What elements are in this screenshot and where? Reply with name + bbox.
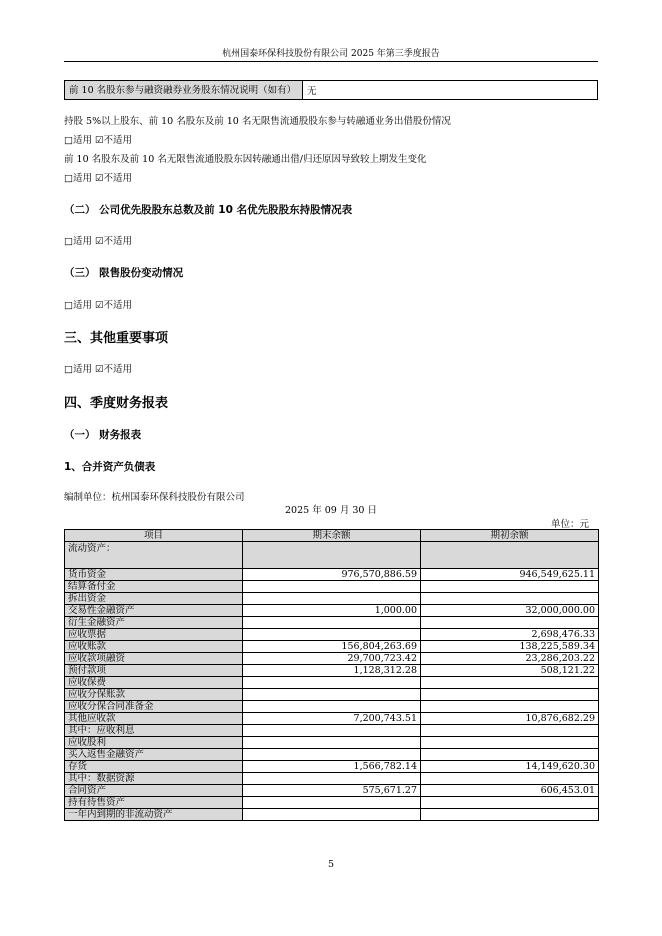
compiler-line: 编制单位：杭州国泰环保科技股份有限公司 xyxy=(64,492,245,503)
section-blank-end xyxy=(243,542,421,569)
restricted-shares-applicability: □适用 ☑不适用 xyxy=(64,300,133,311)
table-row xyxy=(65,725,599,737)
margin-trading-table xyxy=(64,80,598,100)
row-begin-balance: 32,000,000.00 xyxy=(421,605,599,617)
row-begin-balance xyxy=(421,689,599,701)
row-end-balance xyxy=(243,725,421,737)
row-end-balance xyxy=(243,701,421,713)
table-row xyxy=(65,761,599,773)
header-rule xyxy=(64,61,598,62)
table-row xyxy=(65,581,599,593)
row-end-balance xyxy=(243,737,421,749)
row-begin-balance: 508,121.22 xyxy=(421,665,599,677)
row-item: 应收账款 xyxy=(65,641,243,653)
row-begin-balance: 946,549,625.11 xyxy=(421,569,599,581)
row-begin-balance xyxy=(421,617,599,629)
section-blank-begin xyxy=(421,542,599,569)
row-item: 其他应收款 xyxy=(65,713,243,725)
unit-label: 单位：元 xyxy=(550,519,589,530)
table-row xyxy=(65,773,599,785)
row-item: 其中：应收利息 xyxy=(65,725,243,737)
other-matters-heading: 三、其他重要事项 xyxy=(64,331,169,346)
lending-applicability: □适用 ☑不适用 xyxy=(64,135,133,146)
row-begin-balance xyxy=(421,797,599,809)
row-begin-balance: 10,876,682.29 xyxy=(421,713,599,725)
margin-trading-question: 前 10 名股东参与融资融券业务股东情况说明（如有） xyxy=(65,81,303,100)
row-item: 一年内到期的非流动资产 xyxy=(65,809,243,821)
row-end-balance xyxy=(243,749,421,761)
preferred-shares-applicability: □适用 ☑不适用 xyxy=(64,236,133,247)
row-item: 应收票据 xyxy=(65,629,243,641)
row-end-balance xyxy=(243,773,421,785)
row-end-balance: 29,700,723.42 xyxy=(243,653,421,665)
row-end-balance xyxy=(243,797,421,809)
table-row xyxy=(65,629,599,641)
table-row xyxy=(65,653,599,665)
row-item: 买入返售金融资产 xyxy=(65,749,243,761)
report-date: 2025 年 09 月 30 日 xyxy=(285,505,377,516)
row-item: 应收分保合同准备金 xyxy=(65,701,243,713)
row-begin-balance xyxy=(421,809,599,821)
header-begin-balance: 期初余额 xyxy=(421,530,599,542)
table-row xyxy=(65,785,599,797)
table-row xyxy=(65,797,599,809)
table-row xyxy=(65,713,599,725)
row-end-balance xyxy=(243,629,421,641)
row-item: 预付款项 xyxy=(65,665,243,677)
row-item: 应收款项融资 xyxy=(65,653,243,665)
row-begin-balance xyxy=(421,701,599,713)
row-item: 拆出资金 xyxy=(65,593,243,605)
row-end-balance xyxy=(243,689,421,701)
row-item: 应收分保账款 xyxy=(65,689,243,701)
table-row xyxy=(65,677,599,689)
row-item: 其中：数据资源 xyxy=(65,773,243,785)
row-end-balance: 156,804,263.69 xyxy=(243,641,421,653)
row-begin-balance: 606,453.01 xyxy=(421,785,599,797)
table-row xyxy=(65,605,599,617)
row-begin-balance xyxy=(421,593,599,605)
row-end-balance: 1,000.00 xyxy=(243,605,421,617)
table-row xyxy=(65,617,599,629)
lending-paragraph: 持股 5%以上股东、前 10 名股东及前 10 名无限售流通股股东参与转融通业务出借股份情况 xyxy=(64,116,451,127)
row-end-balance: 575,671.27 xyxy=(243,785,421,797)
change-applicability: □适用 ☑不适用 xyxy=(64,173,133,184)
row-begin-balance xyxy=(421,737,599,749)
row-begin-balance: 14,149,620.30 xyxy=(421,761,599,773)
row-item: 持有待售资产 xyxy=(65,797,243,809)
table-row xyxy=(65,593,599,605)
balance-sheet-heading: 1、合并资产负债表 xyxy=(64,461,156,473)
section-row xyxy=(65,542,599,569)
row-item: 衍生金融资产 xyxy=(65,617,243,629)
row-end-balance xyxy=(243,677,421,689)
table-row xyxy=(65,809,599,821)
page-header: 杭州国泰环保科技股份有限公司 2025 年第三季度报告 xyxy=(222,49,440,59)
table-row xyxy=(65,665,599,677)
row-begin-balance xyxy=(421,749,599,761)
other-matters-applicability: □适用 ☑不适用 xyxy=(64,364,133,375)
row-begin-balance xyxy=(421,725,599,737)
row-item: 应收股利 xyxy=(65,737,243,749)
table-row xyxy=(65,701,599,713)
row-begin-balance xyxy=(421,773,599,785)
row-end-balance xyxy=(243,593,421,605)
table-row xyxy=(65,569,599,581)
row-end-balance: 1,566,782.14 xyxy=(243,761,421,773)
row-end-balance xyxy=(243,617,421,629)
table-row xyxy=(65,689,599,701)
row-end-balance: 1,128,312.28 xyxy=(243,665,421,677)
row-item: 货币资金 xyxy=(65,569,243,581)
header-item: 项目 xyxy=(65,530,243,542)
row-item: 交易性金融资产 xyxy=(65,605,243,617)
row-item: 结算备付金 xyxy=(65,581,243,593)
financial-statements-heading: 四、季度财务报表 xyxy=(64,396,169,411)
section-label: 流动资产： xyxy=(65,542,243,569)
row-end-balance xyxy=(243,809,421,821)
page-number: 5 xyxy=(327,859,335,870)
row-item: 合同资产 xyxy=(65,785,243,797)
row-begin-balance xyxy=(421,677,599,689)
row-end-balance xyxy=(243,581,421,593)
row-end-balance: 976,570,886.59 xyxy=(243,569,421,581)
table-row xyxy=(65,749,599,761)
row-item: 应收保费 xyxy=(65,677,243,689)
table-row xyxy=(65,737,599,749)
row-begin-balance: 2,698,476.33 xyxy=(421,629,599,641)
table-header-row xyxy=(65,530,599,542)
row-item: 存货 xyxy=(65,761,243,773)
preferred-shares-heading: （二） 公司优先股股东总数及前 10 名优先股股东持股情况表 xyxy=(64,204,353,216)
margin-trading-answer: 无 xyxy=(303,81,598,100)
balance-sheet-table xyxy=(64,529,599,821)
header-end-balance: 期末余额 xyxy=(243,530,421,542)
table-row xyxy=(65,641,599,653)
row-begin-balance xyxy=(421,581,599,593)
row-begin-balance: 138,225,589.34 xyxy=(421,641,599,653)
financial-reports-subheading: （一） 财务报表 xyxy=(64,429,142,441)
row-begin-balance: 23,286,203.22 xyxy=(421,653,599,665)
restricted-shares-heading: （三） 限售股份变动情况 xyxy=(64,267,184,279)
row-end-balance: 7,200,743.51 xyxy=(243,713,421,725)
change-paragraph: 前 10 名股东及前 10 名无限售流通股股东因转融通出借/归还原因导致较上期发生变化 xyxy=(64,154,427,165)
